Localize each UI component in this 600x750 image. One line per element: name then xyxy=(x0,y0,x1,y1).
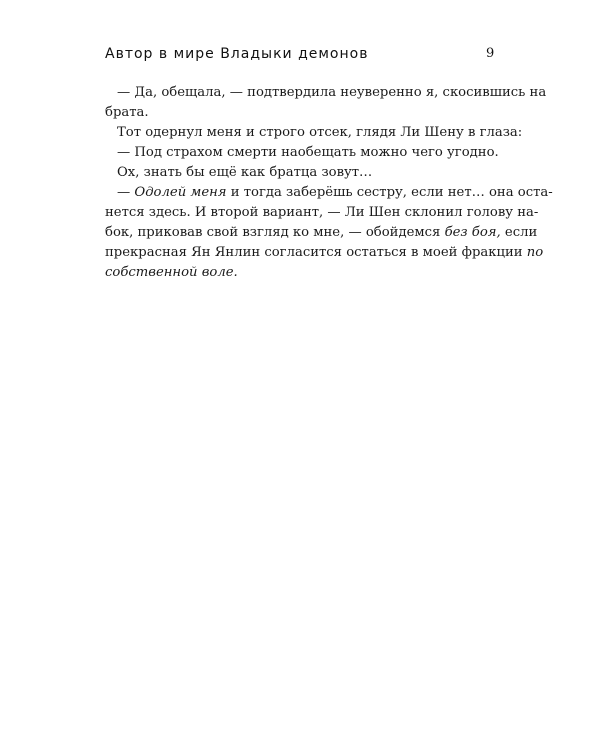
text-line-9-emphasis: по xyxy=(526,245,544,260)
text-line-4: — Под страхом смерти наобещать можно чего угодно. xyxy=(117,145,499,160)
text-line-10 xyxy=(105,263,495,283)
text-line-9 xyxy=(105,243,544,263)
text-line-8-a: бок, приковав свой взгляд ко мне, — обойдемся xyxy=(105,225,445,240)
text-line-8 xyxy=(105,223,538,243)
text-line-9-a: прекрасная Ян Янлин согласится остаться в моей фракции xyxy=(105,245,527,260)
text-line-1: — Да, обещала, — подтвердила неуверенно я, скосившись на xyxy=(117,85,547,100)
text-line-3: Тот одернул меня и строго отсек, глядя Ли Шену в глаза: xyxy=(117,125,523,140)
body-text xyxy=(105,83,553,283)
text-line-6-emphasis: Одолей меня xyxy=(134,185,227,200)
text-line-6 xyxy=(105,183,553,203)
running-title: Автор в мире Владыки демонов xyxy=(105,46,369,62)
text-line-8-emphasis: без боя, xyxy=(444,225,501,240)
text-line-8-b: если xyxy=(500,225,538,240)
page-number: 9 xyxy=(486,46,495,61)
text-line-7: нется здесь. И второй вариант, — Ли Шен склонил голову на- xyxy=(105,205,539,220)
text-line-10-emphasis: собственной воле. xyxy=(105,265,238,280)
text-line-6-b: и тогда заберёшь сестру, если нет… она оста- xyxy=(226,185,553,200)
text-line-5: Ох, знать бы ещё как братца зовут… xyxy=(117,165,373,180)
text-line-2: брата. xyxy=(105,105,149,120)
text-line-6-a: — xyxy=(117,185,135,200)
